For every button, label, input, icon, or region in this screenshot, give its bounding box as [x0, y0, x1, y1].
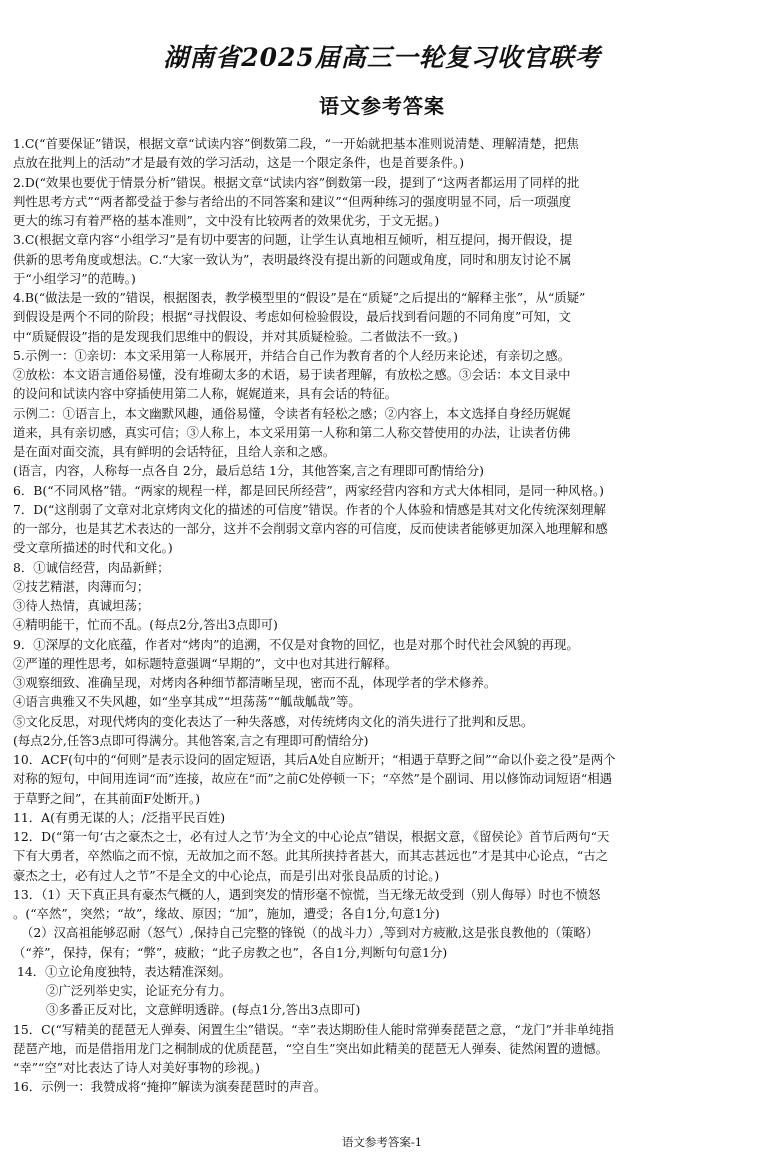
answer-line: “幸”“空”对比表达了诗人对美好事物的珍视。)	[13, 1060, 261, 1075]
answer-key-title: 语文参考答案	[319, 94, 445, 118]
answer-line: 判性思考方式”“两者都受益于参与者给出的不同答案和建议”“但两种练习的强度明显不同，后一项强度	[13, 193, 572, 209]
answer-line: ②放松：本文语言通俗易懂，没有堆砌太多的术语，易于读者理解，有放松之感。③会话：本文目录中	[13, 367, 571, 382]
answer-line: ④精明能干，忙而不乱。(每点2分,答出3点即可)	[13, 617, 278, 633]
answer-line: ⑤文化反思，对现代烤肉的变化表达了一种失落感，对传统烤肉文化的消失进行了批判和反思。	[13, 713, 534, 729]
answer-line: ④语言典雅又不失风趣，如“坐享其成”“坦荡荡”“觚哉觚哉”等。	[13, 694, 361, 710]
answer-line: 10．ACF(句中的“何则”是表示设问的固定短语，其后A处自应断开；“相遇于草野之间”“命以仆妾之役”是两个	[13, 752, 616, 767]
answer-line: ②广泛列举史实，论证充分有力。	[46, 983, 232, 998]
answer-line: 示例二：①语言上，本文幽默风趣，通俗易懂，令读者有轻松之感；②内容上，本文选择自身经历娓娓	[13, 405, 571, 421]
answer-line: 到假设是两个不同的阶段；根据“寻找假设、考虑如何检验假设，最后找到看问题的不同角度”可知，文	[13, 309, 571, 325]
answer-line: 于“小组学习”的范畴。)	[13, 270, 136, 286]
answer-line: 中“质疑假设”指的是发现我们思维中的假设，并对其质疑检验。二者做法不一致。)	[13, 328, 458, 344]
answer-line: ③待人热情，真诚坦荡；	[13, 598, 150, 613]
answer-line: 于草野之间”，在其前面F处断开。)	[13, 790, 201, 806]
answer-line: 豪杰之士，必有过人之节”不是全文的中心论点，而是引出对张良品质的讨论。)	[13, 867, 440, 883]
answer-line: 更大的练习有着严格的基本准则”，文中没有比较两者的效果优劣，于文无据。)	[13, 213, 440, 228]
answer-body	[13, 134, 753, 1097]
answer-line: 13．（1）天下真正具有豪杰气概的人，遇到突发的情形毫不惊慌，当无缘无故受到（别人侮辱）时也不愤怒	[13, 886, 601, 902]
answer-line: 。(“卒然”，突然；“故”，缘故、原因；“加”，施加，遭受；各自1分,句意1分)	[13, 906, 440, 921]
answer-line: 下有大勇者，卒然临之而不惊，无故加之而不怒。此其所挟持者甚大，而其志甚远也”才是其中心论点，“古之	[13, 848, 609, 864]
answer-line: 7．D(“这削弱了文章对北京烤肉文化的描述的可信度”错误。作者的个人体验和情感是其对文化传统深刻理解	[13, 501, 606, 517]
answer-line: 的一部分，也是其艺术表达的一部分，这并不会削弱文章内容的可信度，反而使读者能够更加深入地理解和感	[13, 521, 608, 536]
answer-line: 供新的思考角度或想法。C.“大家一致认为”，表明最终没有提出新的问题或角度，同时和朋友讨论不属	[13, 251, 572, 267]
answer-line: 道来，具有亲切感，真实可信；③人称上，本文采用第一人称和第二人称交替使用的办法，让读者仿佛	[13, 424, 571, 440]
answer-line: 8．①诚信经营，肉品新鲜；	[13, 559, 170, 575]
answer-line: 14．①立论角度独特，表达精准深刻。	[17, 963, 232, 979]
answer-line: ②严谨的理性思考，如标题特意强调“早期的”，文中也对其进行解释。	[13, 655, 398, 671]
answer-line: 11．A(有勇无谋的人；/泛指平民百姓)	[13, 809, 226, 825]
answer-line: 对称的短句，中间用连词“而”连接，故应在“而”之前C处停顿一下；“卒然”是个副词、用以修饰动词短语“相遇	[13, 771, 613, 787]
answer-line: ③多番正反对比，文意鲜明透辟。(每点1分,答出3点即可)	[46, 1002, 361, 1018]
answer-line: （2）汉高祖能够忍耐（怒气）,保持自己完整的锋锐（的战斗力）,等到对方疲敝,这是张良教他的（策略）	[21, 925, 599, 941]
answer-line: 的设问和试读内容中穿插使用第二人称，娓娓道来，具有会话的特征。	[13, 386, 398, 402]
answer-line: 4.B(“做法是一致的”错误，根据图表，教学模型里的“假设”是在“质疑”之后提出的“解释主张”，从“质疑”	[13, 290, 586, 305]
answer-line: 2.D(“效果也要优于情景分析”错误。根据文章“试读内容”倒数第一段，提到了“这两者都运用了同样的批	[13, 174, 580, 190]
page-footer: 语文参考答案-1	[341, 1135, 423, 1149]
answer-line: ③观察细致、准确呈现，对烤肉各种细节都清晰呈现，密而不乱，体现学者的学术修养。	[13, 675, 497, 690]
answer-line: （“养”，保持，保有；“弊”，疲敝；“此子房教之也”，各自1分,判断句句意1分)	[13, 944, 448, 960]
answer-line: 9．①深厚的文化底蕴，作者对“烤肉”的追溯，不仅是对食物的回忆，也是对那个时代社会风貌的再现。	[13, 636, 579, 652]
answer-line: 3.C(根据文章内容“小组学习”是有切中要害的问题，让学生认真地相互倾听，相互提问，揭开假设，提	[13, 232, 573, 248]
answer-line: 是在面对面交流，具有鲜明的会话特征，且给人亲和之感。	[13, 444, 336, 459]
answer-line: 受文章所描述的时代和文化。)	[13, 540, 173, 556]
answer-line: 6．B(“不同风格”错。“两家的规程一样，都是回民所经营”，两家经营内容和方式大体相同，是同一种风格。)	[13, 482, 604, 498]
answer-line: 1.C(“首要保证”错误，根据文章“试读内容”倒数第二段，“一开始就把基本准则说清楚、理解清楚，把焦	[13, 136, 579, 151]
exam-title: 湖南省2025届高三一轮复习收官联考	[163, 43, 601, 72]
answer-line: (语言，内容，人称每一点各自 2分，最后总结 1分，其他答案,言之有理即可酌情给分)	[13, 463, 484, 479]
answer-line: 5.示例一：①亲切：本文采用第一人称展开，并结合自己作为教育者的个人经历来论述，有亲切之感。	[13, 347, 571, 363]
answer-line: 琵琶产地，而是借指用龙门之桐制成的优质琵琶，“空自生”突出如此精美的琵琶无人弹奏、徒然闲置的遗憾。	[13, 1040, 609, 1056]
answer-line: 15．C(“写精美的琵琶无人弹奏、闲置生尘”错误。“幸”表达期盼佳人能时常弹奏琵琶之意，“龙门”并非单纯指	[13, 1021, 614, 1037]
answer-line: 12．D(“第一句‘古之豪杰之士，必有过人之节’为全文的中心论点”错误，根据文意，《留侯论》首节后两句“天	[13, 829, 610, 844]
answer-line: (每点2分,任答3点即可得满分。其他答案,言之有理即可酌情给分)	[13, 732, 369, 748]
answer-line: 点放在批判上的活动”才是最有效的学习活动，这是一个限定条件，也是首要条件。)	[13, 155, 465, 171]
answer-line: ②技艺精湛，肉薄而匀；	[13, 578, 150, 594]
answer-line: 16．示例一：我赞成将“掩抑”解读为演奏琵琶时的声音。	[13, 1079, 327, 1095]
